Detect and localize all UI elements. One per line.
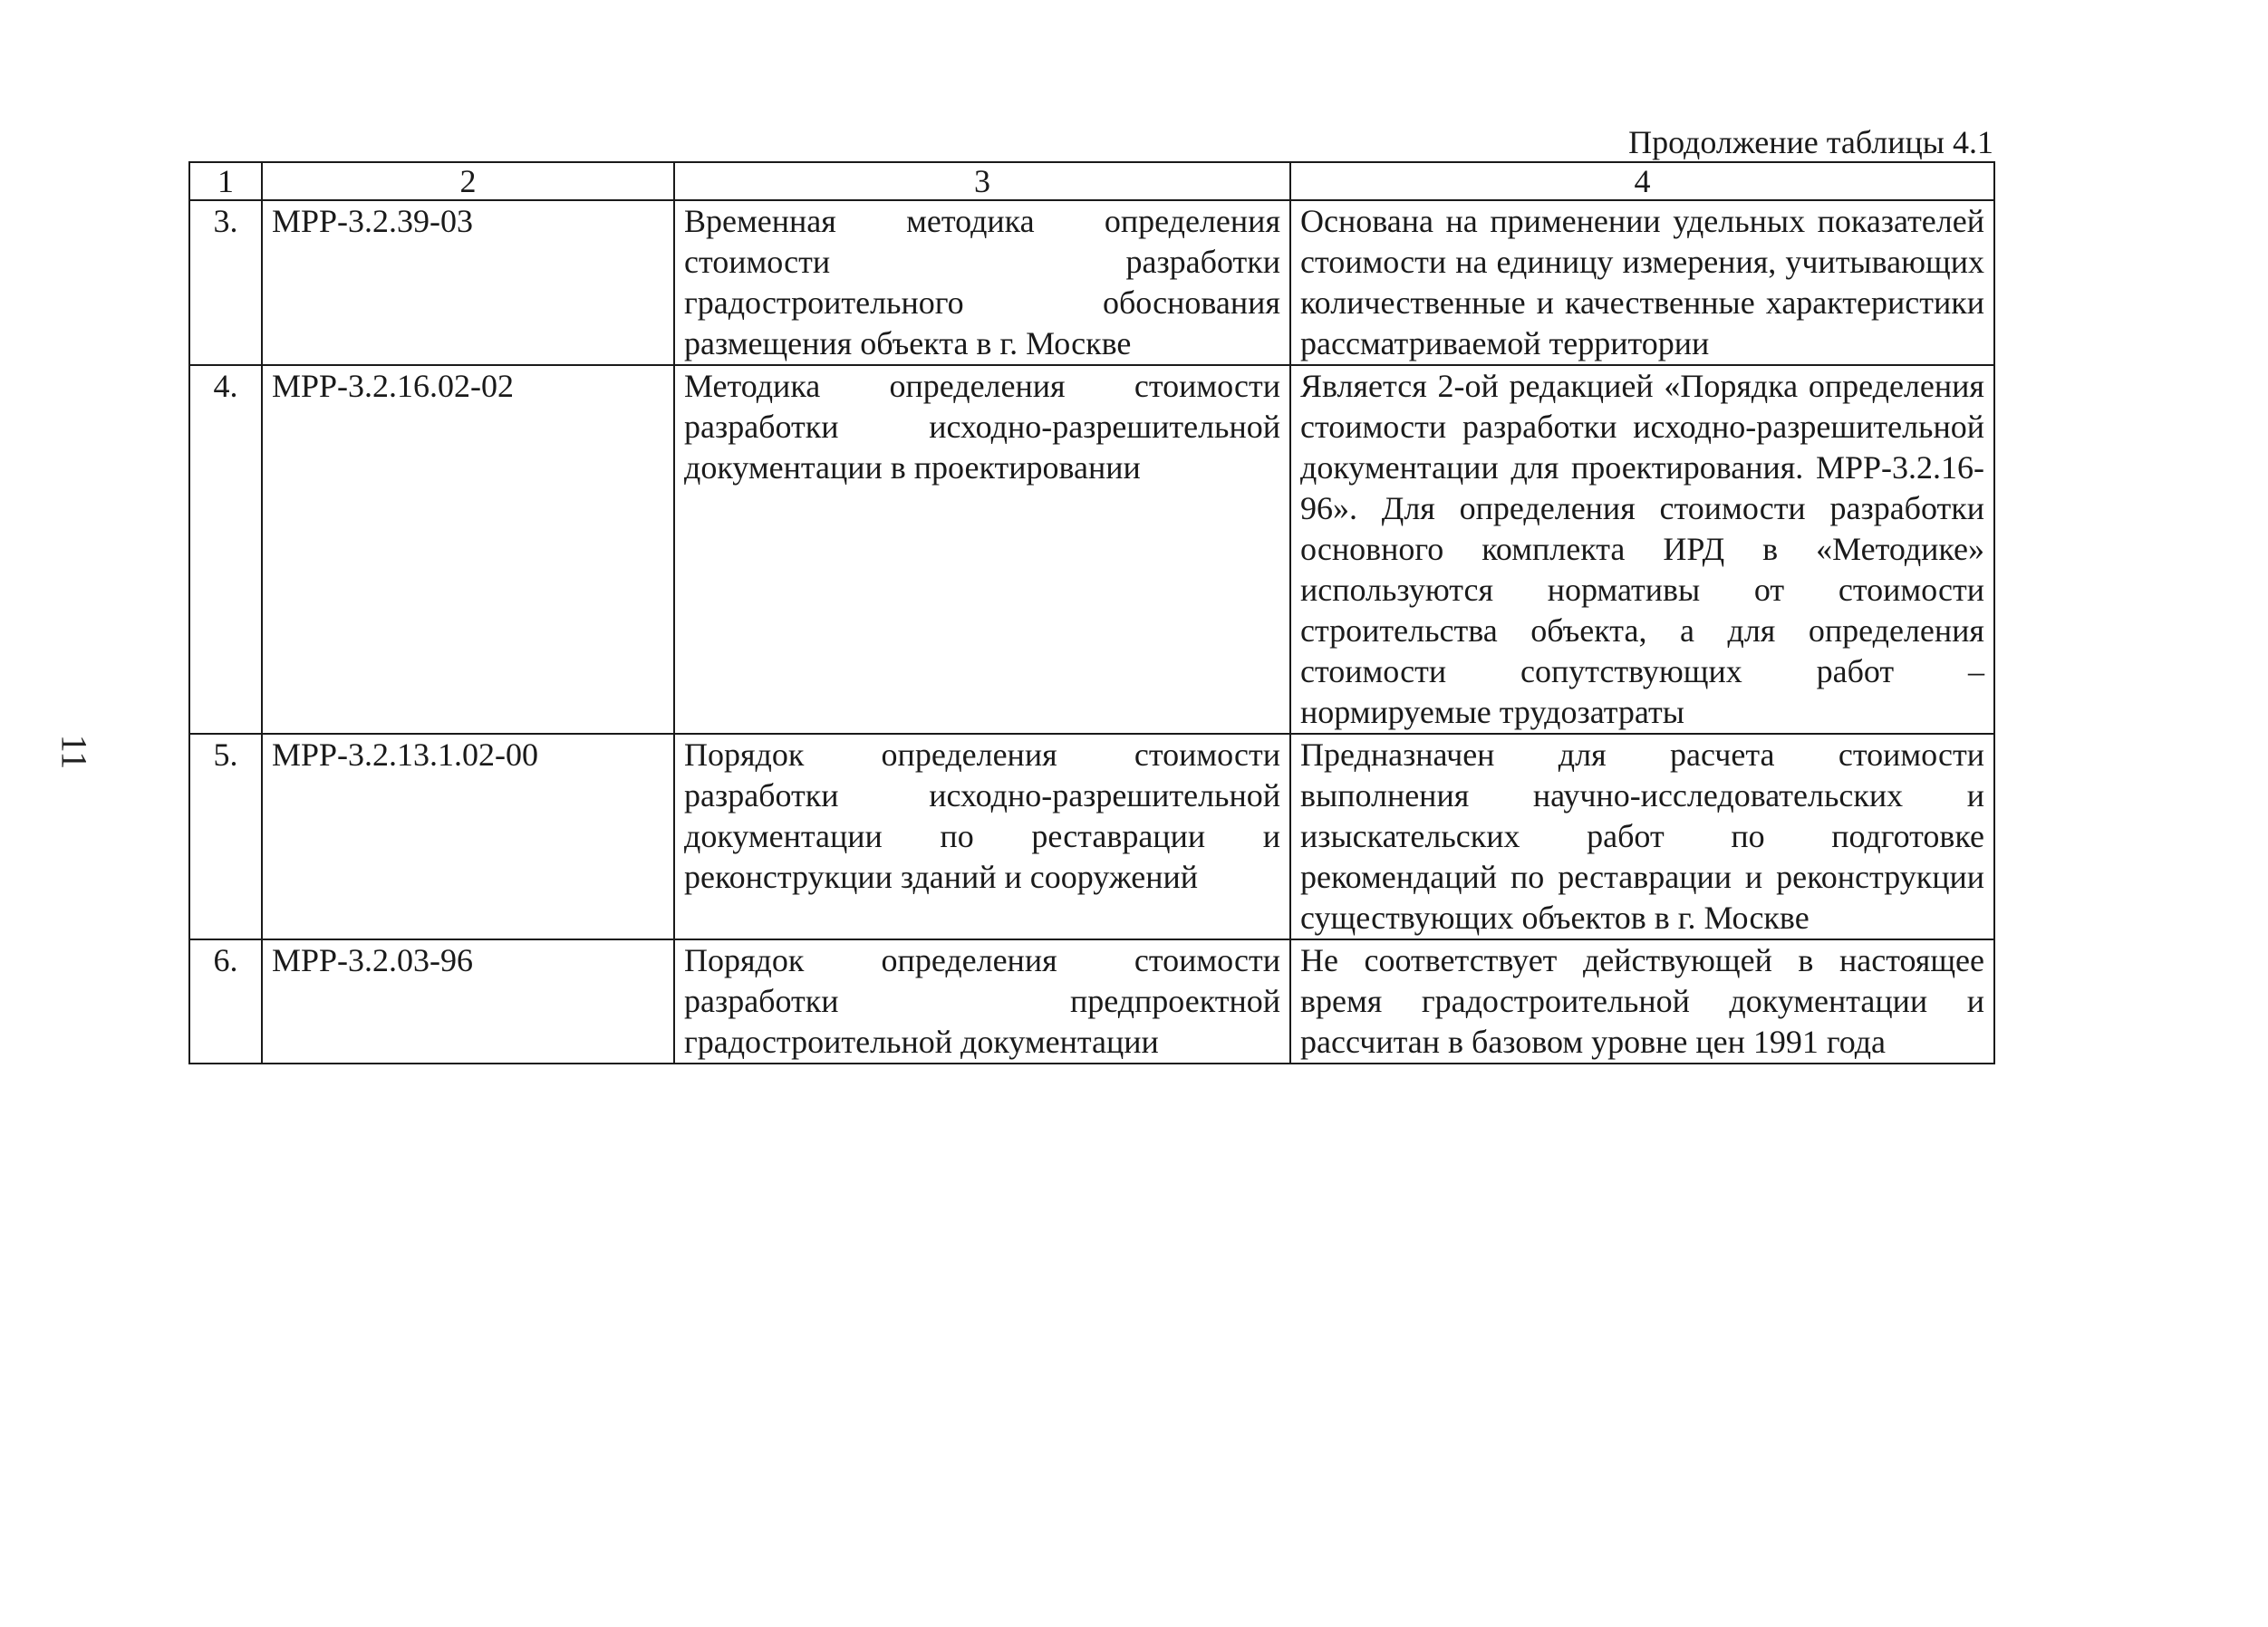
document-title: Временная методика определения стоимости разработки градостроительного обоснования размещения объекта в г. Москве xyxy=(674,200,1290,365)
table-body xyxy=(189,200,1994,1064)
methods-table xyxy=(188,161,1995,1064)
document-title: Порядок определения стоимости разработки исходно-разрешительной документации по реставрации и реконструкции зданий и сооружений xyxy=(674,734,1290,939)
document-code: МРР-3.2.13.1.02-00 xyxy=(262,734,674,939)
header-col-2: 2 xyxy=(262,162,674,200)
table-row xyxy=(189,200,1994,365)
row-number: 5. xyxy=(189,734,262,939)
header-row xyxy=(189,162,1994,200)
table-row xyxy=(189,939,1994,1064)
document-note: Предназначен для расчета стоимости выполнения научно-исследовательских и изыскательских работ по подготовке рекомендаций по реставрации и реконструкции существующих объектов в г. Москве xyxy=(1290,734,1994,939)
document-note: Является 2-ой редакцией «Порядка определения стоимости разработки исходно-разрешительной документации для проектирования. МРР-3.2.16-96». Для определения стоимости разработки основного комплекта ИРД в «Методике» используются нормативы от стоимости строительства объекта, а для определения стоимости сопутствующих работ – нормируемые трудозатраты xyxy=(1290,365,1994,734)
table-row xyxy=(189,734,1994,939)
document-code: МРР-3.2.03-96 xyxy=(262,939,674,1064)
document-note: Основана на применении удельных показателей стоимости на единицу измерения, учитывающих количественные и качественные характеристики рассматриваемой территории xyxy=(1290,200,1994,365)
table-header xyxy=(189,162,1994,200)
document-title: Порядок определения стоимости разработки предпроектной градостроительной документации xyxy=(674,939,1290,1064)
document-code: МРР-3.2.16.02-02 xyxy=(262,365,674,734)
row-number: 6. xyxy=(189,939,262,1064)
table-row xyxy=(189,365,1994,734)
document-title: Методика определения стоимости разработки исходно-разрешительной документации в проектировании xyxy=(674,365,1290,734)
row-number: 4. xyxy=(189,365,262,734)
header-col-4: 4 xyxy=(1290,162,1994,200)
page-number: 11 xyxy=(53,734,95,770)
table-caption: Продолжение таблицы 4.1 xyxy=(1628,124,1993,160)
row-number: 3. xyxy=(189,200,262,365)
document-code: МРР-3.2.39-03 xyxy=(262,200,674,365)
header-col-3: 3 xyxy=(674,162,1290,200)
document-note: Не соответствует действующей в настоящее время градостроительной документации и рассчитан в базовом уровне цен 1991 года xyxy=(1290,939,1994,1064)
header-col-1: 1 xyxy=(189,162,262,200)
